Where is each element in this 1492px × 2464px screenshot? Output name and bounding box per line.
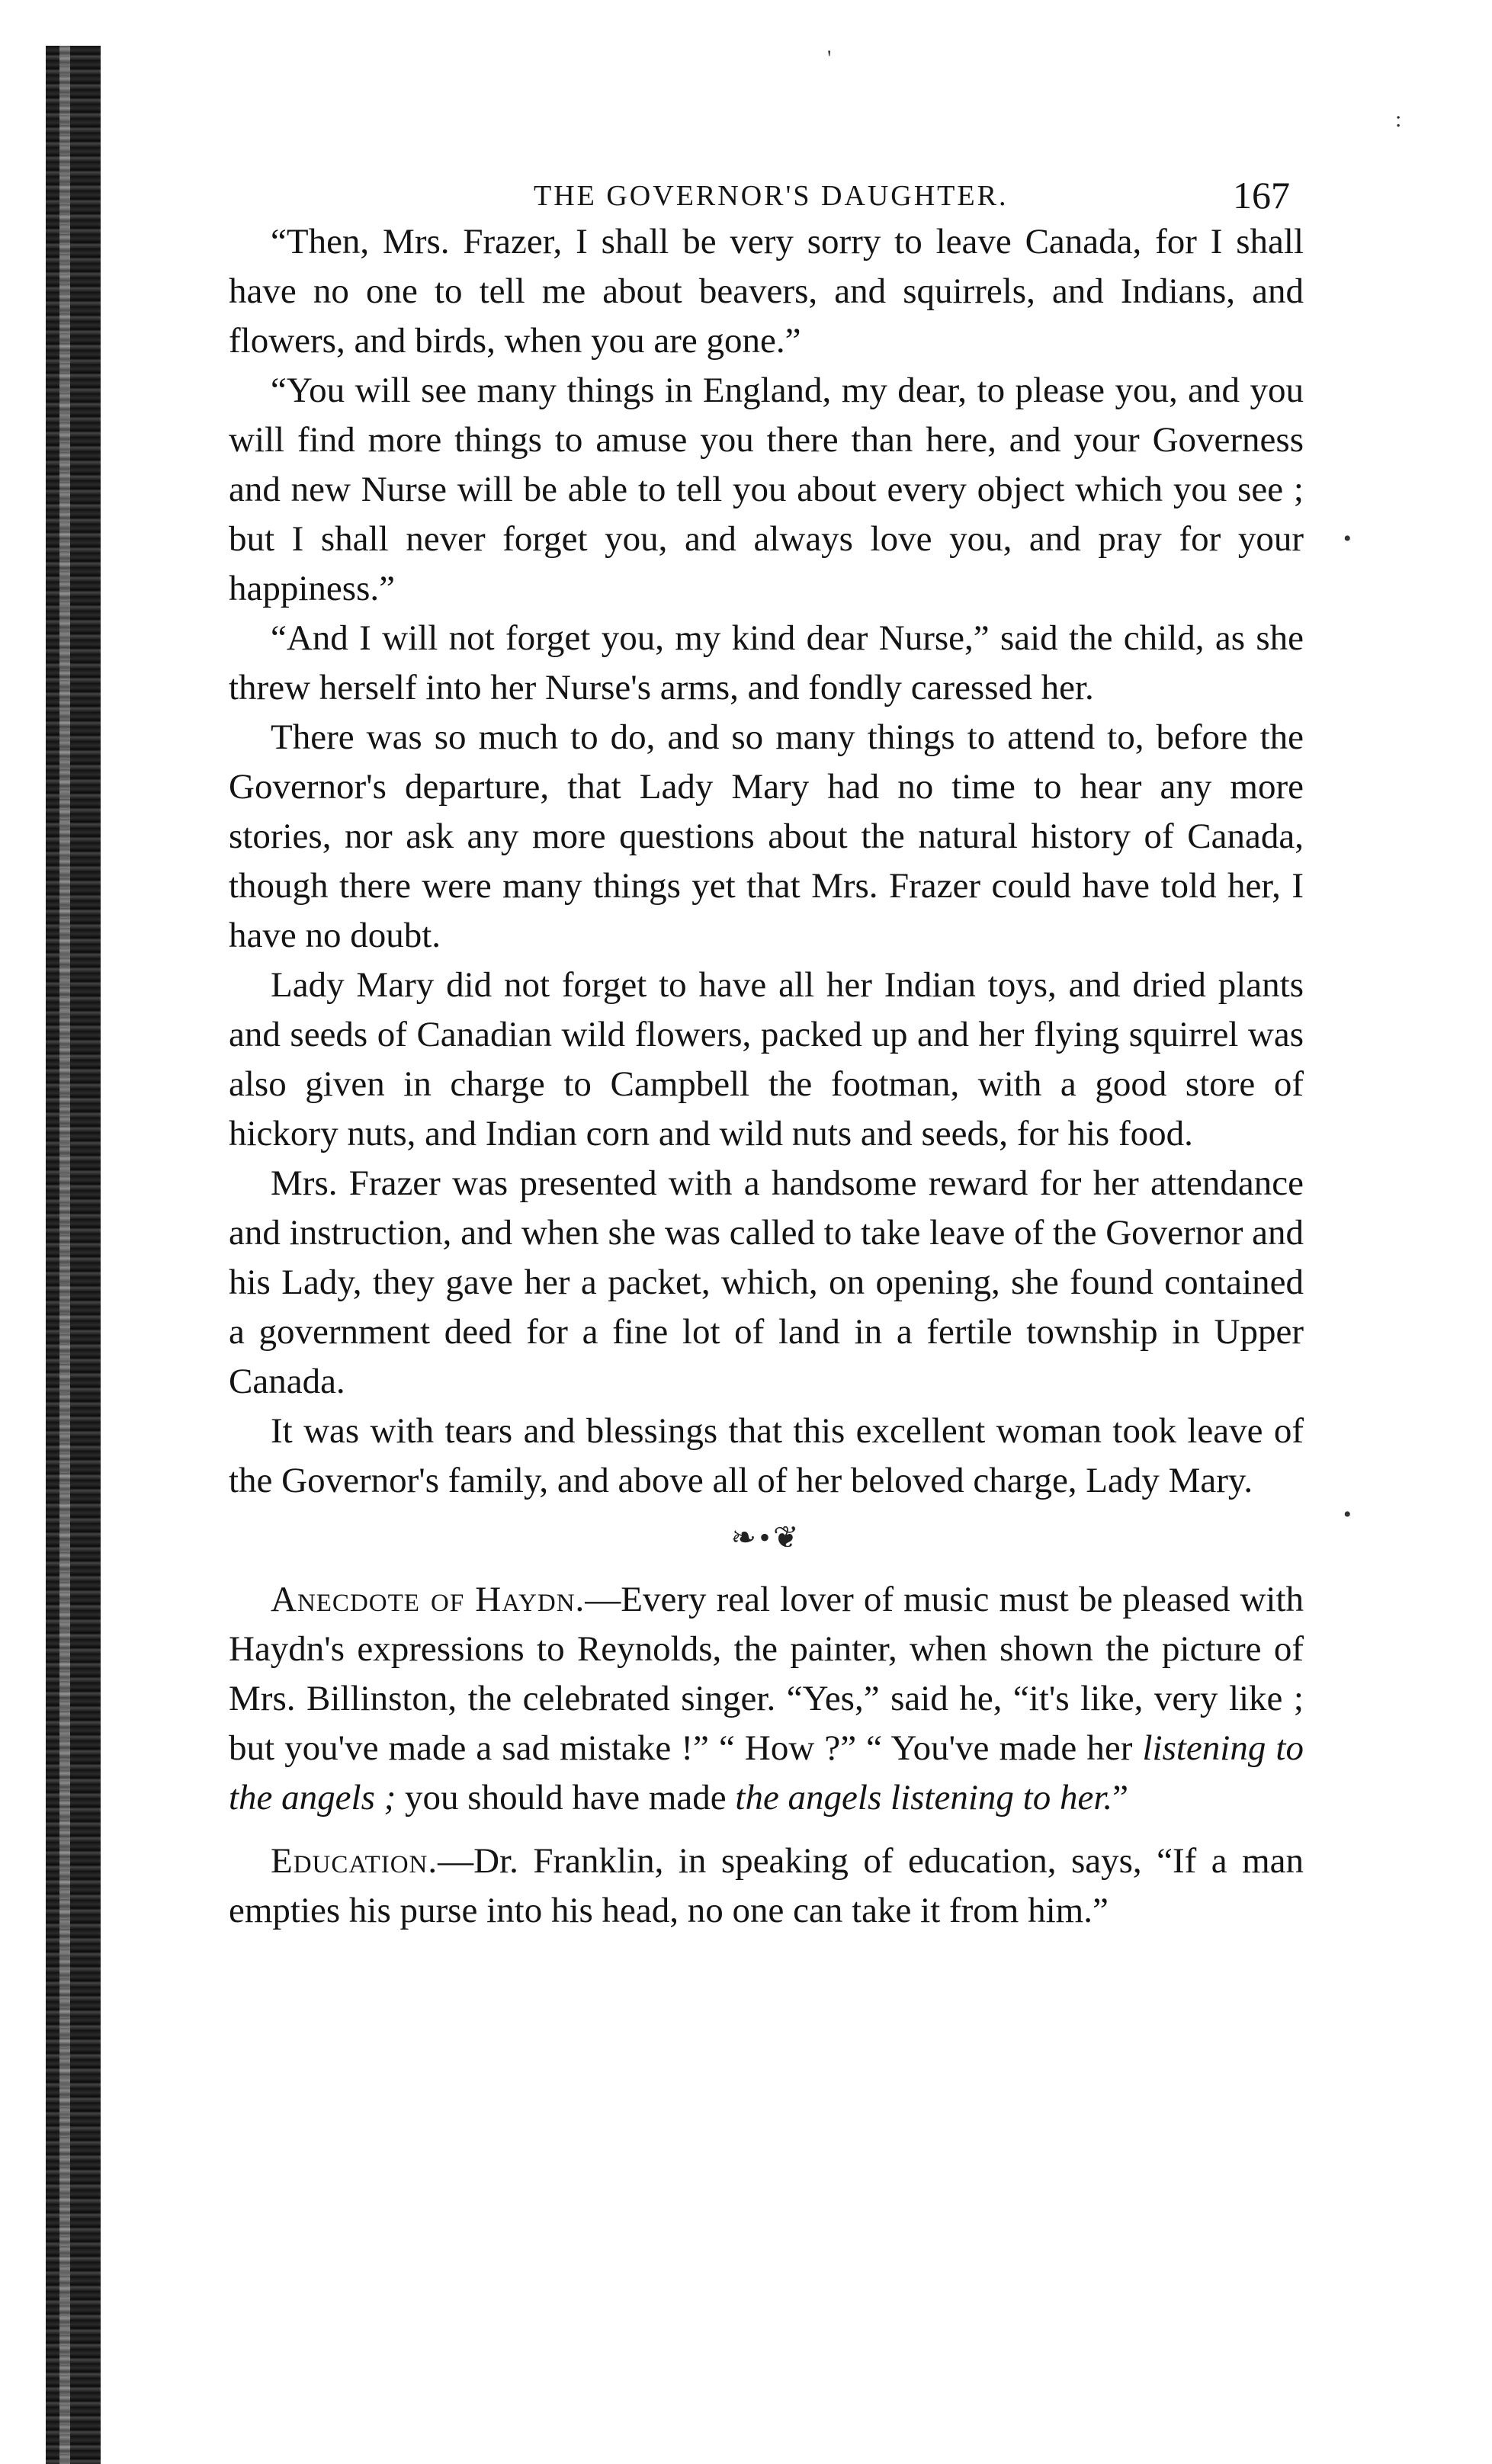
anecdote-italic: the angels listening to her. <box>735 1778 1113 1818</box>
paragraph: “Then, Mrs. Frazer, I shall be very sorry to leave Canada, for I shall have no one to tell me about beavers, and squirrels, and Indians, and flowers, and birds, when you are gone.” <box>229 222 1304 361</box>
anecdote-heading: Anecdote of Haydn. <box>271 1580 586 1619</box>
book-page <box>229 156 1304 1936</box>
anecdote-paragraph <box>229 1575 1304 1823</box>
education-paragraph <box>229 1837 1304 1936</box>
anecdote-text: —Every real lover of music must be pleased with Haydn's expressions to Reynolds, the painter, when shown the picture of Mrs. Billinston, the celebrated singer. “Yes,” said he, “it's like, very like ; but you've made a sad mistake !” “ How ?” “ You've made her <box>229 1580 1304 1768</box>
page-number: 167 <box>1233 174 1290 217</box>
education-text: —Dr. Franklin, in speaking of education, says, “If a man empties his purse into his head, no one can take it from him.” <box>229 1841 1304 1930</box>
anecdote-text: you should have made <box>396 1778 736 1818</box>
stray-mark: • <box>1343 1502 1352 1527</box>
stray-mark: : <box>1395 107 1402 132</box>
page-header <box>229 156 1304 217</box>
paragraph: It was with tears and blessings that this excellent woman took leave of the Governor's family, and above all of her beloved charge, Lady Mary. <box>229 1411 1304 1500</box>
education-heading: Education. <box>271 1841 438 1881</box>
paragraph: Lady Mary did not forget to have all her Indian toys, and dried plants and seeds of Canadian wild flowers, packed up and her flying squirrel was also given in charge to Campbell the footman, with a good store of hickory nuts, and Indian corn and wild nuts and seeds, for his food. <box>229 965 1304 1153</box>
running-title: THE GOVERNOR'S DAUGHTER. <box>534 180 1009 212</box>
stray-mark: • <box>1343 526 1352 551</box>
body-text <box>229 217 1304 1936</box>
paragraph: “And I will not forget you, my kind dear Nurse,” said the child, as she threw herself into her Nurse's arms, and fondly caressed her. <box>229 618 1304 707</box>
stray-mark: ' <box>827 46 832 71</box>
book-spine-edge <box>46 46 101 2464</box>
paragraph: There was so much to do, and so many things to attend to, before the Governor's departure, that Lady Mary had no time to hear any more stories, nor ask any more questions about the natural history of Canada, though there were many things yet that Mrs. Frazer could have told her, I have no doubt. <box>229 717 1304 955</box>
paragraph: Mrs. Frazer was presented with a handsome reward for her attendance and instruction, and when she was called to take leave of the Governor and his Lady, they gave her a packet, which, on opening, she found contained a government deed for a fine lot of land in a fertile township in Upper Canada. <box>229 1163 1304 1401</box>
anecdote-text: ” <box>1112 1778 1129 1818</box>
paragraph: “You will see many things in England, my dear, to please you, and you will find more things to amuse you there than here, and your Governess and new Nurse will be able to tell you about every object which you see ; but I shall never forget you, and always love you, and pray for your happiness.” <box>229 371 1304 608</box>
section-ornament: ❧•❦ <box>730 1520 802 1554</box>
anecdote-italic: listening to the angels ; <box>229 1728 1304 1818</box>
